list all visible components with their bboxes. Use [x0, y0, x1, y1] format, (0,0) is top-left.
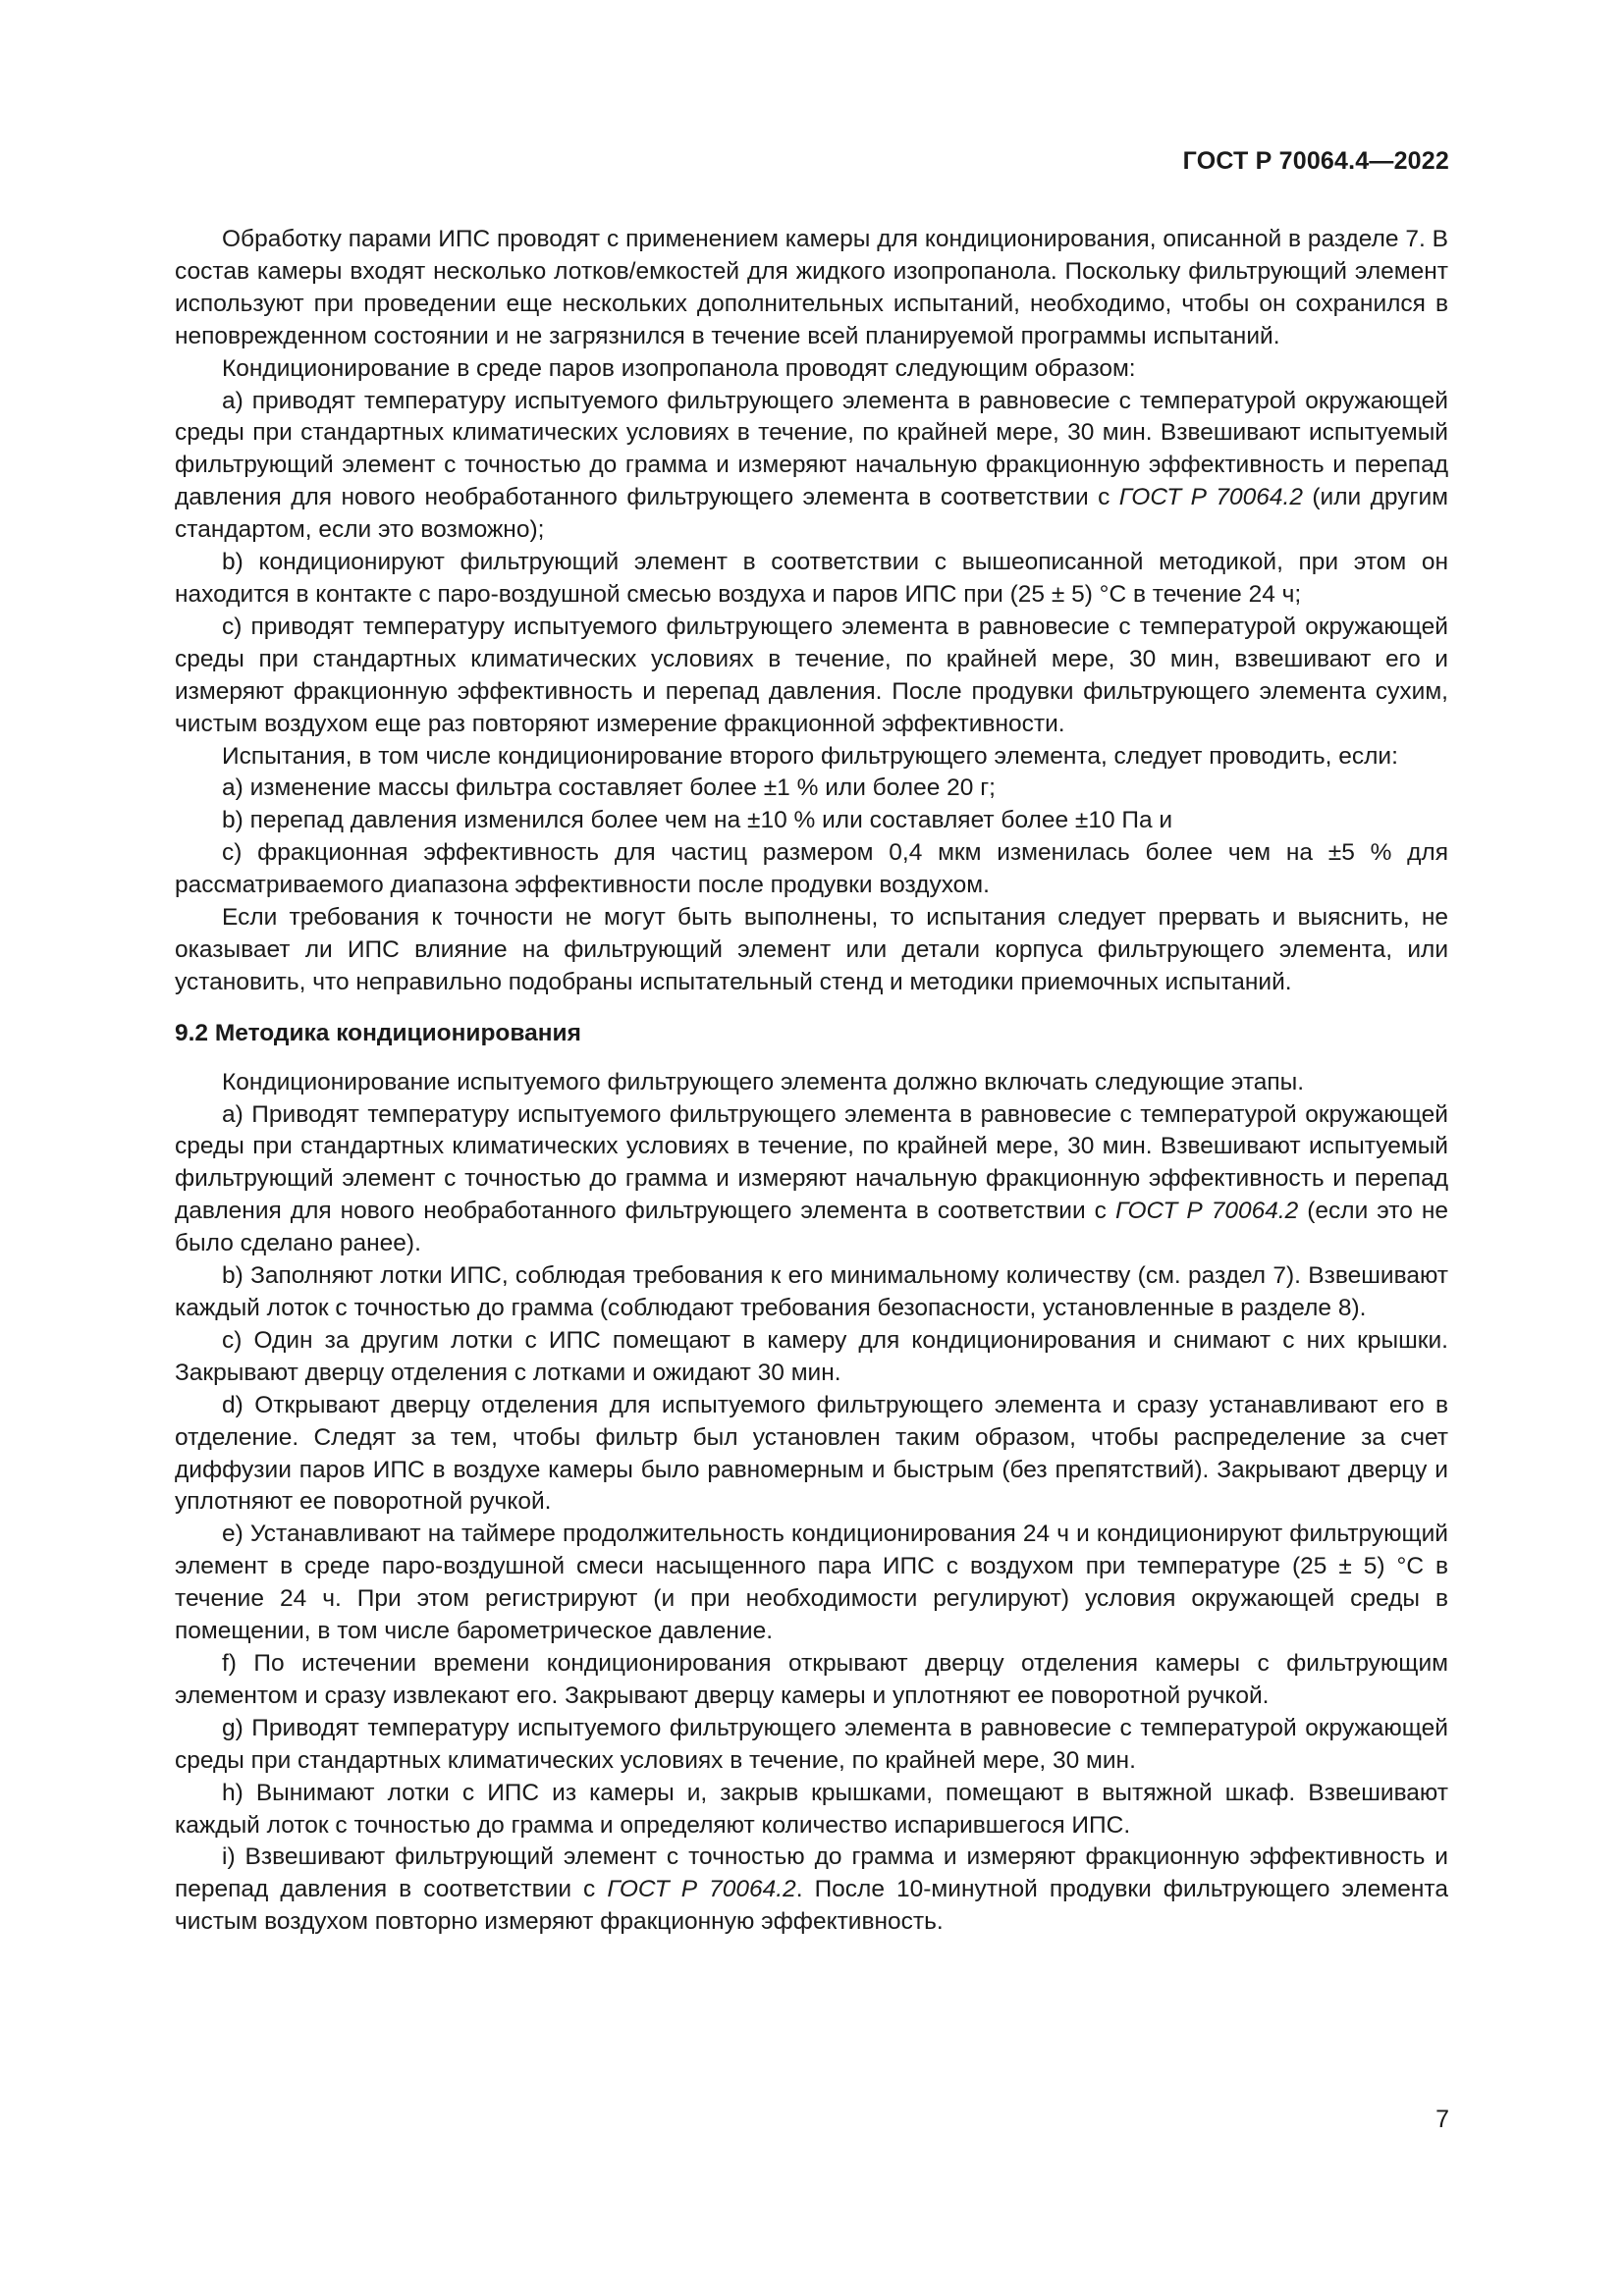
section-title: 9.2 Методика кондиционирования	[175, 1019, 581, 1046]
list-item-h: h) Вынимают лотки с ИПС из камеры и, закрыв крышками, помещают в вытяжной шкаф. Взвешивают каждый лоток с точностью до грамма и определяют количество испарившегося ИПС.	[175, 1779, 1448, 1839]
paragraph-retest-conditions: Испытания, в том числе кондиционирование второго фильтрующего элемента, следует проводить, если:	[222, 742, 1398, 770]
standard-reference: ГОСТ Р 70064.2	[607, 1876, 796, 1903]
list-item-a: a) Приводят температуру испытуемого фильтрующего элемента в равновесие с температурой окружающей среды при стандартных климатических условиях в течение, по крайней мере, 30 мин. Взвешивают испытуемый фильтрующий элемент с точностью до грамма и измеряют начальную фракционную эффективность и перепад давления для нового необработанного фильтрующего элемента в соответствии с ГОСТ Р 70064.2 (если это не было сделано ранее).	[175, 1100, 1448, 1257]
page-number: 7	[1435, 2106, 1449, 2133]
list-item-a: a) изменение массы фильтра составляет более ±1 % или более 20 г;	[222, 774, 996, 802]
list-item-c: c) приводят температуру испытуемого фильтрующего элемента в равновесие с температурой окружающей среды при стандартных климатических условиях в течение, по крайней мере, 30 мин, взвешивают его и измеряют фракционную эффективность и перепад давления. После продувки фильтрующего элемента сухим, чистым воздухом еще раз повторяют измерение фракционной эффективности.	[175, 613, 1448, 737]
list-item-e: e) Устанавливают на таймере продолжительность кондиционирования 24 ч и кондиционируют фильтрующий элемент в среде паро-воздушной смеси насыщенного пара ИПС с воздухом при температуре (25 ± 5) °С в течение 24 ч. При этом регистрируют (и при необходимости регулируют) условия окружающей среды в помещении, в том числе барометрическое давление.	[175, 1521, 1448, 1645]
list-item-c: c) Один за другим лотки с ИПС помещают в камеру для кондиционирования и снимают с них крышки. Закрывают дверцу отделения с лотками и ожидают 30 мин.	[175, 1326, 1448, 1386]
list-item-b: b) кондиционируют фильтрующий элемент в соответствии с вышеописанной методикой, при этом он находится в контакте с паро-воздушной смесью воздуха и паров ИПС при (25 ± 5) °С в течение 24 ч;	[175, 549, 1448, 608]
list-item-b: b) перепад давления изменился более чем на ±10 % или составляет более ±10 Па и	[222, 807, 1173, 834]
list-item-i: i) Взвешивают фильтрующий элемент с точностью до грамма и измеряют фракционную эффективность и перепад давления в соответствии с ГОСТ Р 70064.2. После 10-минутной продувки фильтрующего элемента чистым воздухом повторно измеряют фракционную эффективность.	[175, 1843, 1448, 1936]
list-item-a: a) приводят температуру испытуемого фильтрующего элемента в равновесие с температурой окружающей среды при стандартных климатических условиях в течение, по крайней мере, 30 мин. Взвешивают испытуемый фильтрующий элемент с точностью до грамма и измеряют начальную фракционную эффективность и перепад давления для нового необработанного фильтрующего элемента в соответствии с ГОСТ Р 70064.2 (или другим стандартом, если это возможно);	[175, 387, 1448, 544]
paragraph-conditioning-steps-intro: Кондиционирование в среде паров изопропанола проводят следующим образом:	[222, 354, 1136, 382]
paragraph-procedure-intro: Кондиционирование испытуемого фильтрующего элемента должно включать следующие этапы.	[222, 1068, 1305, 1095]
document-body	[175, 224, 1448, 1939]
list-item-f: f) По истечении времени кондиционирования открывают дверцу отделения камеры с фильтрующим элементом и сразу извлекают его. Закрывают дверцу камеры и уплотняют ее поворотной ручкой.	[175, 1649, 1448, 1709]
list-item-g: g) Приводят температуру испытуемого фильтрующего элемента в равновесие с температурой окружающей среды при стандартных климатических условиях в течение, по крайней мере, 30 мин.	[175, 1714, 1448, 1774]
list-item-c: c) фракционная эффективность для частиц размером 0,4 мкм изменилась более чем на ±5 % для рассматриваемого диапазона эффективности после продувки воздухом.	[175, 839, 1448, 899]
standard-reference: ГОСТ Р 70064.2	[1114, 1198, 1299, 1225]
paragraph-intro: Обработку парами ИПС проводят с применением камеры для кондиционирования, описанной в разделе 7. В состав камеры входят несколько лотков/емкостей для жидкого изопропанола. Поскольку фильтрующий элемент используют при проведении еще нескольких дополнительных испытаний, необходимо, чтобы он сохранился в неповрежденном состоянии и не загрязнился в течение всей планируемой программы испытаний.	[175, 226, 1448, 349]
standard-reference: ГОСТ Р 70064.2	[1118, 484, 1303, 511]
paragraph-accuracy-requirements: Если требования к точности не могут быть выполнены, то испытания следует прервать и выяснить, не оказывает ли ИПС влияние на фильтрующий элемент или детали корпуса фильтрующего элемента, или установить, что неправильно подобраны испытательный стенд и методики приемочных испытаний.	[175, 904, 1448, 995]
list-item-b: b) Заполняют лотки ИПС, соблюдая требования к его минимальному количеству (см. раздел 7). Взвешивают каждый лоток с точностью до грамма (соблюдают требования безопасности, установленные в разделе 8).	[175, 1262, 1448, 1321]
list-item-d: d) Открывают дверцу отделения для испытуемого фильтрующего элемента и сразу устанавливают его в отделение. Следят за тем, чтобы фильтр был установлен таким образом, чтобы распределение за счет диффузии паров ИПС в воздухе камеры было равномерным и быстрым (без препятствий). Закрывают дверцу и уплотняют ее поворотной ручкой.	[175, 1391, 1448, 1516]
standard-header: ГОСТ Р 70064.4—2022	[1182, 147, 1449, 175]
